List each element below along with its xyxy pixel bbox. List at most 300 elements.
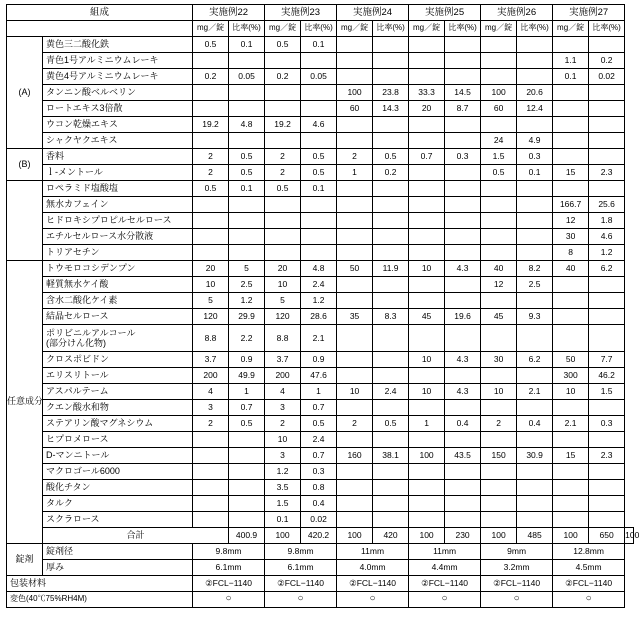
value-cell xyxy=(373,213,409,229)
value-cell: 5 xyxy=(265,293,301,309)
value-cell: 1 xyxy=(229,384,265,400)
value-cell: 100 xyxy=(337,528,373,544)
value-cell xyxy=(337,368,373,384)
value-cell xyxy=(301,133,337,149)
value-cell: 10 xyxy=(409,261,445,277)
value-cell: 100 xyxy=(481,528,517,544)
value-cell xyxy=(409,117,445,133)
value-cell: 1.1 xyxy=(553,53,589,69)
value-cell xyxy=(301,53,337,69)
value-cell xyxy=(553,85,589,101)
table-row xyxy=(7,416,634,432)
value-cell: 0.5 xyxy=(265,181,301,197)
value-cell xyxy=(517,117,553,133)
value-cell: 10 xyxy=(409,384,445,400)
value-cell xyxy=(373,496,409,512)
value-cell xyxy=(193,53,229,69)
value-cell: 4 xyxy=(265,384,301,400)
value-cell: 29.9 xyxy=(229,309,265,325)
value-cell xyxy=(337,181,373,197)
value-cell xyxy=(229,512,265,528)
ingredient-name: タルク xyxy=(43,496,193,512)
table-row xyxy=(7,213,634,229)
value-cell xyxy=(265,213,301,229)
value-cell: 50 xyxy=(337,261,373,277)
value-cell xyxy=(589,293,625,309)
value-cell xyxy=(229,133,265,149)
ingredient-name: D-マンニトール xyxy=(43,448,193,464)
value-cell: 0.5 xyxy=(229,165,265,181)
value-cell: 8.8 xyxy=(265,325,301,352)
value-cell xyxy=(409,368,445,384)
value-cell xyxy=(193,133,229,149)
value-cell xyxy=(445,53,481,69)
value-cell xyxy=(337,512,373,528)
value-cell: 3.7 xyxy=(193,352,229,368)
table-row xyxy=(7,133,634,149)
value-cell xyxy=(553,432,589,448)
value-cell xyxy=(193,213,229,229)
value-cell xyxy=(409,432,445,448)
value-cell: 0.7 xyxy=(409,149,445,165)
value-cell xyxy=(589,464,625,480)
value-cell: 100 xyxy=(409,448,445,464)
value-cell: 4.6 xyxy=(589,229,625,245)
value-cell: 2 xyxy=(337,149,373,165)
value-cell: 1.5 xyxy=(589,384,625,400)
value-cell xyxy=(229,480,265,496)
table-row xyxy=(7,400,634,416)
value-cell xyxy=(373,400,409,416)
value-cell: 160 xyxy=(337,448,373,464)
value-cell xyxy=(301,245,337,261)
value-cell: 1 xyxy=(301,384,337,400)
value-cell xyxy=(409,133,445,149)
value-cell xyxy=(481,512,517,528)
value-cell xyxy=(409,512,445,528)
value-cell: 0.5 xyxy=(301,416,337,432)
value-cell: 15 xyxy=(553,165,589,181)
value-cell: 4.9 xyxy=(517,133,553,149)
value-cell xyxy=(445,165,481,181)
value-cell: 20 xyxy=(193,261,229,277)
table-row xyxy=(7,277,634,293)
table-row xyxy=(7,181,634,197)
ingredient-name: クロスポビドン xyxy=(43,352,193,368)
value-cell: 2 xyxy=(265,149,301,165)
value-cell: 0.5 xyxy=(373,416,409,432)
footer-value: ○ xyxy=(265,592,337,608)
value-cell xyxy=(337,325,373,352)
value-cell: 7.7 xyxy=(589,352,625,368)
value-cell: 420.2 xyxy=(301,528,337,544)
value-cell: 2.5 xyxy=(229,277,265,293)
value-cell: 2 xyxy=(193,149,229,165)
ingredient-name: タンニン酸ベルベリン xyxy=(43,85,193,101)
ingredient-name: スクラロース xyxy=(43,512,193,528)
value-cell xyxy=(409,197,445,213)
value-cell: 8 xyxy=(553,245,589,261)
value-cell xyxy=(409,181,445,197)
value-cell xyxy=(229,197,265,213)
value-cell xyxy=(445,213,481,229)
value-cell xyxy=(373,325,409,352)
header-subcol-3-2: 比率(%) xyxy=(373,21,409,37)
value-cell xyxy=(265,133,301,149)
ingredient-name: 結晶セルロース xyxy=(43,309,193,325)
value-cell: 0.3 xyxy=(517,149,553,165)
header-example-5: 実施例26 xyxy=(481,5,553,21)
value-cell: 28.6 xyxy=(301,309,337,325)
group-label: (B) xyxy=(7,149,43,181)
value-cell: 1.5 xyxy=(481,149,517,165)
value-cell: 6.2 xyxy=(517,352,553,368)
value-cell: 46.2 xyxy=(589,368,625,384)
value-cell: 8.2 xyxy=(517,261,553,277)
ingredient-name: ステアリン酸マグネシウム xyxy=(43,416,193,432)
footer-tablet-label: 錠剤 xyxy=(7,544,43,576)
value-cell xyxy=(589,512,625,528)
value-cell: 10 xyxy=(553,384,589,400)
value-cell xyxy=(553,277,589,293)
table-row xyxy=(7,37,634,53)
value-cell: 0.3 xyxy=(589,416,625,432)
value-cell: 45 xyxy=(409,309,445,325)
value-cell: 3.7 xyxy=(265,352,301,368)
value-cell xyxy=(445,245,481,261)
header-subcol-1-1: mg／錠 xyxy=(193,21,229,37)
value-cell xyxy=(553,181,589,197)
value-cell: 14.3 xyxy=(373,101,409,117)
footer-value: ○ xyxy=(481,592,553,608)
group-label xyxy=(7,181,43,261)
value-cell xyxy=(445,197,481,213)
value-cell: 0.02 xyxy=(301,512,337,528)
value-cell xyxy=(337,117,373,133)
value-cell xyxy=(193,464,229,480)
ingredient-name: ロペラミド塩酸塩 xyxy=(43,181,193,197)
value-cell xyxy=(409,277,445,293)
value-cell xyxy=(373,352,409,368)
value-cell: 5 xyxy=(229,261,265,277)
ingredient-name: 酸化チタン xyxy=(43,480,193,496)
value-cell xyxy=(373,277,409,293)
value-cell: 2.3 xyxy=(589,448,625,464)
value-cell: 15 xyxy=(553,448,589,464)
value-cell xyxy=(337,352,373,368)
ingredient-name: トウモロコシデンプン xyxy=(43,261,193,277)
value-cell: 0.1 xyxy=(553,69,589,85)
value-cell xyxy=(337,496,373,512)
value-cell: 420 xyxy=(373,528,409,544)
footer-value: ②FCL−1140 xyxy=(193,576,265,592)
footer-value: 3.2mm xyxy=(481,560,553,576)
value-cell: 2.1 xyxy=(517,384,553,400)
value-cell: 12 xyxy=(481,277,517,293)
value-cell: 0.5 xyxy=(193,181,229,197)
value-cell: 0.2 xyxy=(265,69,301,85)
value-cell: 24 xyxy=(481,133,517,149)
value-cell: 12.4 xyxy=(517,101,553,117)
header-subcol-2-2: 比率(%) xyxy=(301,21,337,37)
value-cell xyxy=(445,368,481,384)
value-cell xyxy=(481,496,517,512)
table-subheader-row xyxy=(7,21,634,37)
table-row xyxy=(7,368,634,384)
value-cell xyxy=(445,229,481,245)
ingredient-name: ｌ-メントール xyxy=(43,165,193,181)
value-cell: 0.5 xyxy=(193,37,229,53)
value-cell: 0.05 xyxy=(229,69,265,85)
table-row xyxy=(7,309,634,325)
value-cell xyxy=(337,293,373,309)
value-cell xyxy=(229,432,265,448)
value-cell: 10 xyxy=(193,277,229,293)
value-cell xyxy=(337,69,373,85)
value-cell: 0.3 xyxy=(445,149,481,165)
table-row xyxy=(7,464,634,480)
footer-value: 9mm xyxy=(481,544,553,560)
value-cell: 0.4 xyxy=(445,416,481,432)
value-cell: 0.7 xyxy=(301,400,337,416)
value-cell xyxy=(265,85,301,101)
ingredient-name: 香料 xyxy=(43,149,193,165)
header-example-3: 実施例24 xyxy=(337,5,409,21)
footer-value: ②FCL−1140 xyxy=(409,576,481,592)
value-cell xyxy=(481,117,517,133)
header-subcol-3-1: mg／錠 xyxy=(337,21,373,37)
value-cell xyxy=(517,245,553,261)
value-cell xyxy=(589,133,625,149)
value-cell xyxy=(445,37,481,53)
ingredient-name: ウコン乾燥エキス xyxy=(43,117,193,133)
value-cell: 0.2 xyxy=(373,165,409,181)
value-cell: 100 xyxy=(481,85,517,101)
value-cell xyxy=(409,496,445,512)
value-cell: 4.3 xyxy=(445,261,481,277)
header-subcol-4-2: 比率(%) xyxy=(445,21,481,37)
value-cell: 100 xyxy=(625,528,634,544)
value-cell: 166.7 xyxy=(553,197,589,213)
value-cell xyxy=(553,480,589,496)
value-cell xyxy=(337,197,373,213)
value-cell xyxy=(481,245,517,261)
value-cell: 0.4 xyxy=(301,496,337,512)
table-row xyxy=(7,480,634,496)
composition-table xyxy=(6,4,640,608)
group-label: 任意成分 xyxy=(7,261,43,544)
table-row xyxy=(7,245,634,261)
value-cell: 0.1 xyxy=(265,512,301,528)
value-cell: 8.8 xyxy=(193,325,229,352)
value-cell xyxy=(229,85,265,101)
value-cell: 1.2 xyxy=(265,464,301,480)
value-cell: 1.8 xyxy=(589,213,625,229)
value-cell xyxy=(409,53,445,69)
ingredient-name: ヒドロキシプロピルセルロース xyxy=(43,213,193,229)
footer-value: ○ xyxy=(409,592,481,608)
table-row xyxy=(7,325,634,352)
value-cell xyxy=(517,37,553,53)
value-cell xyxy=(373,133,409,149)
value-cell xyxy=(589,309,625,325)
value-cell: 0.1 xyxy=(301,181,337,197)
value-cell xyxy=(265,53,301,69)
value-cell: 0.5 xyxy=(301,165,337,181)
value-cell xyxy=(481,368,517,384)
ingredient-name: シャクヤクエキス xyxy=(43,133,193,149)
table-row xyxy=(7,85,634,101)
footer-row xyxy=(7,544,634,560)
footer-value: ○ xyxy=(337,592,409,608)
value-cell: 10 xyxy=(265,277,301,293)
value-cell xyxy=(337,400,373,416)
value-cell xyxy=(229,213,265,229)
value-cell xyxy=(409,165,445,181)
header-example-1: 実施例22 xyxy=(193,5,265,21)
value-cell: 1.2 xyxy=(229,293,265,309)
value-cell: 4 xyxy=(193,384,229,400)
header-subcol-6-1: mg／錠 xyxy=(553,21,589,37)
value-cell: 120 xyxy=(265,309,301,325)
footer-subrow-label: 厚み xyxy=(43,560,193,576)
value-cell xyxy=(517,181,553,197)
table-row xyxy=(7,448,634,464)
value-cell xyxy=(445,69,481,85)
ingredient-name: 含水二酸化ケイ素 xyxy=(43,293,193,309)
value-cell: 30 xyxy=(481,352,517,368)
value-cell xyxy=(481,37,517,53)
value-cell xyxy=(301,85,337,101)
value-cell: 2.5 xyxy=(517,277,553,293)
value-cell xyxy=(481,325,517,352)
value-cell xyxy=(301,101,337,117)
value-cell xyxy=(517,293,553,309)
value-cell xyxy=(481,53,517,69)
table-row xyxy=(7,293,634,309)
value-cell xyxy=(337,133,373,149)
table-row xyxy=(7,384,634,400)
value-cell: 35 xyxy=(337,309,373,325)
header-subcol-4-1: mg／錠 xyxy=(409,21,445,37)
value-cell xyxy=(301,229,337,245)
table-row xyxy=(7,528,634,544)
ingredient-name: ヒプロメロース xyxy=(43,432,193,448)
value-cell: 0.7 xyxy=(301,448,337,464)
value-cell: 33.3 xyxy=(409,85,445,101)
value-cell xyxy=(409,325,445,352)
value-cell: 0.3 xyxy=(301,464,337,480)
value-cell xyxy=(445,512,481,528)
footer-value: ②FCL−1140 xyxy=(265,576,337,592)
value-cell xyxy=(445,277,481,293)
header-example-6: 実施例27 xyxy=(553,5,625,21)
value-cell: 200 xyxy=(193,368,229,384)
value-cell xyxy=(193,85,229,101)
value-cell xyxy=(229,53,265,69)
value-cell xyxy=(589,101,625,117)
header-example-4: 実施例25 xyxy=(409,5,481,21)
value-cell: 1.2 xyxy=(301,293,337,309)
value-cell xyxy=(409,69,445,85)
value-cell xyxy=(481,69,517,85)
value-cell xyxy=(553,325,589,352)
value-cell xyxy=(373,464,409,480)
header-composition: 組成 xyxy=(7,5,193,21)
value-cell xyxy=(409,464,445,480)
value-cell: 0.5 xyxy=(265,37,301,53)
value-cell xyxy=(445,133,481,149)
ingredient-name: エリスリトール xyxy=(43,368,193,384)
table-row xyxy=(7,512,634,528)
value-cell: 0.9 xyxy=(301,352,337,368)
footer-value: ○ xyxy=(193,592,265,608)
value-cell xyxy=(337,213,373,229)
value-cell xyxy=(373,181,409,197)
value-cell xyxy=(517,400,553,416)
value-cell: 3 xyxy=(265,400,301,416)
value-cell: 20 xyxy=(409,101,445,117)
value-cell xyxy=(589,149,625,165)
value-cell: 2 xyxy=(193,416,229,432)
value-cell xyxy=(589,181,625,197)
value-cell xyxy=(373,368,409,384)
table-row xyxy=(7,496,634,512)
value-cell xyxy=(553,464,589,480)
value-cell xyxy=(445,325,481,352)
value-cell: 100 xyxy=(409,528,445,544)
value-cell: 19.2 xyxy=(265,117,301,133)
value-cell xyxy=(553,101,589,117)
value-cell xyxy=(553,133,589,149)
value-cell xyxy=(229,448,265,464)
value-cell: 8.3 xyxy=(373,309,409,325)
value-cell: 0.05 xyxy=(301,69,337,85)
value-cell: 0.8 xyxy=(301,480,337,496)
value-cell xyxy=(373,69,409,85)
footer-value: 11mm xyxy=(337,544,409,560)
value-cell: 0.4 xyxy=(517,416,553,432)
value-cell xyxy=(445,496,481,512)
value-cell xyxy=(445,432,481,448)
value-cell xyxy=(229,464,265,480)
value-cell xyxy=(517,197,553,213)
value-cell xyxy=(301,197,337,213)
value-cell: 30.9 xyxy=(517,448,553,464)
ingredient-name: 黄色三二酸化鉄 xyxy=(43,37,193,53)
table-row xyxy=(7,197,634,213)
value-cell xyxy=(517,480,553,496)
value-cell: 2.1 xyxy=(553,416,589,432)
header-spacer xyxy=(7,21,193,37)
footer-value: 12.8mm xyxy=(553,544,625,560)
value-cell xyxy=(589,117,625,133)
value-cell: 2.4 xyxy=(301,277,337,293)
value-cell: 2.3 xyxy=(589,165,625,181)
value-cell xyxy=(589,85,625,101)
ingredient-name: 青色1号アルミニウムレーキ xyxy=(43,53,193,69)
value-cell xyxy=(373,53,409,69)
value-cell xyxy=(409,245,445,261)
footer-value: 4.4mm xyxy=(409,560,481,576)
header-subcol-1-2: 比率(%) xyxy=(229,21,265,37)
table-row xyxy=(7,352,634,368)
header-subcol-6-2: 比率(%) xyxy=(589,21,625,37)
value-cell xyxy=(265,101,301,117)
value-cell xyxy=(265,229,301,245)
value-cell: 14.5 xyxy=(445,85,481,101)
ingredient-name: クエン酸水和物 xyxy=(43,400,193,416)
